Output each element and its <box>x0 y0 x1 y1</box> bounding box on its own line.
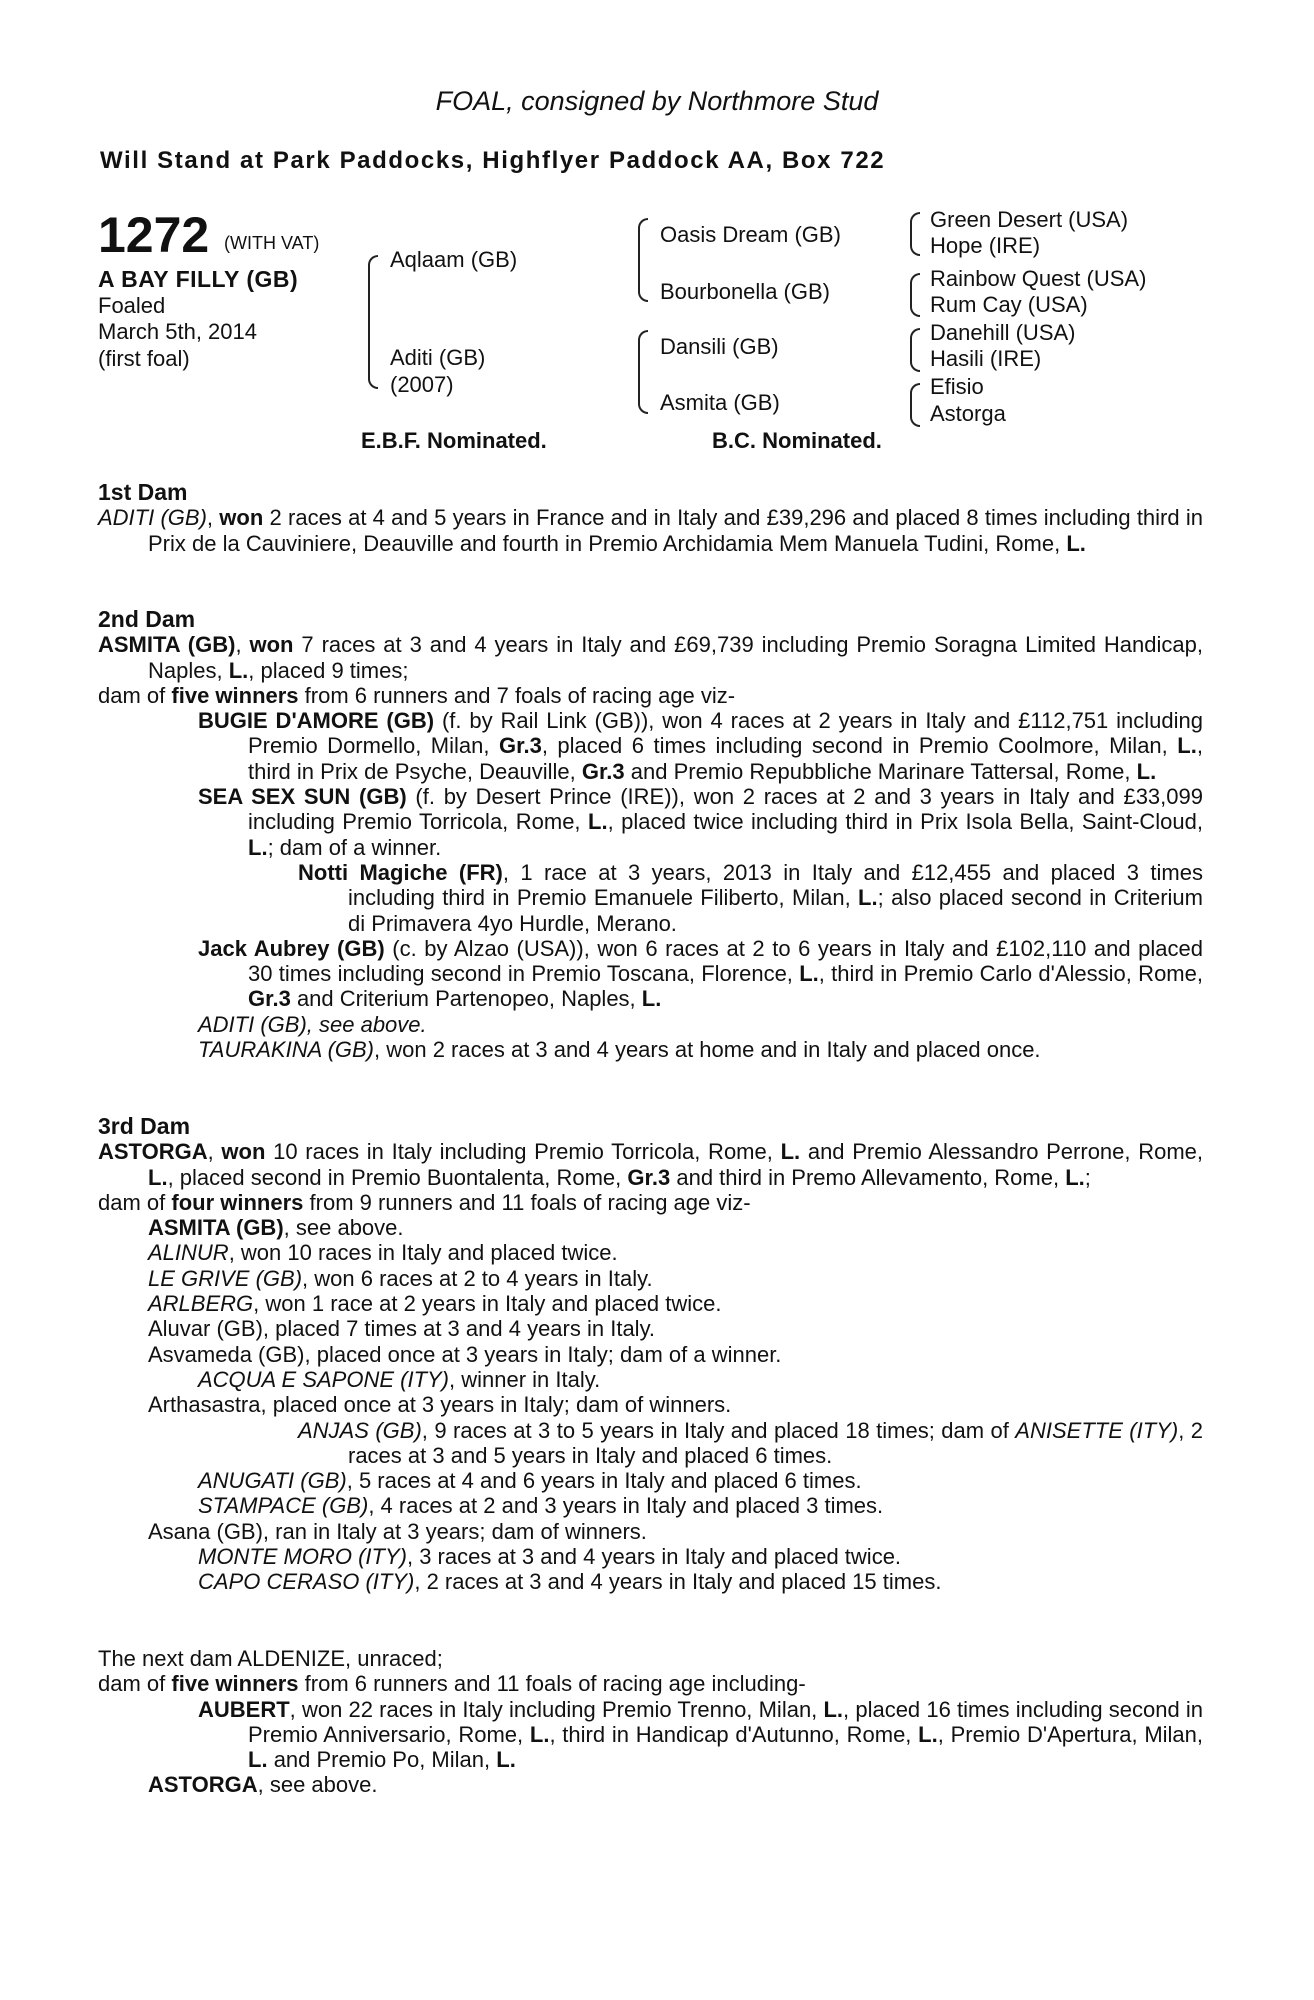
horse-name: ASMITA (GB) <box>148 1215 284 1241</box>
record-text: , placed 16 times including second in Premio Anniversario, Rome, <box>248 1696 1203 1747</box>
horse-name: ARLBERG <box>148 1291 254 1317</box>
grandsire-1: Green Desert (USA) <box>930 207 1129 232</box>
listed-mark: L. <box>248 834 268 860</box>
listed-mark: L. <box>1136 758 1157 784</box>
produce-monte-moro <box>198 1544 1203 1569</box>
listed-mark: L. <box>1065 1164 1085 1190</box>
record-text: 10 races in Italy including Premio Torricola, Rome, <box>273 1139 773 1165</box>
winners-count: five winners <box>171 682 299 708</box>
record-text: , placed 6 times including second in Premio Coolmore, Milan, <box>541 733 1168 759</box>
first-foal-note: (first foal) <box>98 346 190 371</box>
produce-aluvar: Aluvar (GB), placed 7 times at 3 and 4 years in Italy. <box>148 1316 656 1342</box>
won-label: won <box>249 632 294 658</box>
horse-name: ANISETTE (ITY) <box>1015 1417 1179 1443</box>
second-dam-placed: , placed 9 times; <box>248 657 409 683</box>
second-dam-name: ASMITA (GB) <box>98 632 236 658</box>
produce-anugati <box>198 1468 1203 1493</box>
horse-name: Jack Aubrey (GB) <box>198 935 385 961</box>
record-text: , won 22 races in Italy including Premio Trenno, Milan, <box>289 1696 818 1722</box>
listed-mark: L. <box>799 961 819 987</box>
listed-mark: L. <box>228 657 249 683</box>
horse-name: TAURAKINA (GB) <box>198 1037 375 1063</box>
dam-of-label: dam of <box>98 1189 166 1215</box>
next-dam-produce-summary <box>98 1671 1203 1696</box>
won-label: won <box>221 1139 266 1165</box>
record-text: and Premio Po, Milan, <box>273 1747 491 1773</box>
first-dam-name: ADITI (GB) <box>98 505 207 531</box>
dam-year: (2007) <box>390 372 454 397</box>
listed-mark: L. <box>1177 733 1197 759</box>
next-dam-intro: The next dam ALDENIZE, unraced; <box>98 1646 443 1671</box>
first-dam-entry: ADITI (GB), won 2 races at 4 and 5 years in France and in Italy and £39,296 and placed 8 times including third in Prix de la Cauviniere, Deauville and fourth in Premio Archidamia Mem Manuela Tudini, Rome, L. <box>98 505 1203 556</box>
horse-name: ANJAS (GB) <box>298 1417 422 1443</box>
third-dam-entry: ASTORGA, won 10 races in Italy including Premio Torricola, Rome, L. and Premio Alessandro Perrone, Rome, L., placed second in Premio Buontalenta, Rome, Gr.3 and third in Premo Allevamento, Rome, L.; <box>98 1139 1203 1190</box>
record-text: , placed twice including third in Prix Isola Bella, Saint-Cloud, <box>607 809 1203 835</box>
first-dam-heading: 1st Dam <box>98 479 188 505</box>
granddam-6: Hasili (IRE) <box>930 346 1042 371</box>
horse-name: STAMPACE (GB) <box>198 1493 369 1519</box>
produce-sea-sex-sun <box>148 784 1203 860</box>
third-dam-heading: 3rd Dam <box>98 1113 191 1139</box>
brace-g4 <box>910 383 920 427</box>
record-text: , third in Premio Carlo d'Alessio, Rome, <box>818 961 1203 987</box>
produce-stampace <box>198 1493 1203 1518</box>
produce-bugie-damore <box>148 708 1203 784</box>
listed-mark: L. <box>588 809 608 835</box>
produce-astorga <box>148 1772 1203 1797</box>
record-text: , 2 races at 3 and 5 years in Italy and placed 6 times. <box>348 1417 1203 1468</box>
horse-name: ANUGATI (GB) <box>198 1468 347 1494</box>
record-text: , 9 races at 3 to 5 years in Italy and placed 18 times; dam of <box>421 1417 1009 1443</box>
record-text: and third in Premo Allevamento, Rome, <box>676 1164 1060 1190</box>
dam-sire: Dansili (GB) <box>660 334 779 359</box>
third-dam-produce-summary <box>98 1190 1203 1215</box>
produce-asana: Asana (GB), ran in Italy at 3 years; dam of winners. <box>148 1518 647 1544</box>
brace-g2 <box>910 273 920 317</box>
listed-mark: L. <box>529 1721 550 1747</box>
produce-summary-text: from 6 runners and 7 foals of racing age viz- <box>304 682 736 708</box>
listed-mark: L. <box>496 1747 516 1773</box>
listed-mark: L. <box>148 1164 168 1190</box>
record-text: and Criterium Partenopeo, Naples, <box>296 986 636 1012</box>
record-text: , Premio D'Apertura, Milan, <box>937 1721 1204 1747</box>
record-text: , won 6 races at 2 to 4 years in Italy. <box>302 1265 653 1291</box>
produce-le-grive <box>148 1266 1203 1291</box>
record-text: , won 1 race at 2 years in Italy and placed twice. <box>253 1291 722 1317</box>
won-label: won <box>219 505 264 531</box>
brace-g3 <box>910 328 920 372</box>
listed-mark: L. <box>858 885 878 911</box>
record-text: (f. by Rail Link (GB)), won 4 races at 2 years in Italy and £112,751 including Premio Dormello, Milan, <box>248 708 1203 759</box>
horse-name: CAPO CERASO (ITY) <box>198 1569 415 1595</box>
winners-count: four winners <box>171 1189 304 1215</box>
record-text: , third in Prix de Psyche, Deauville, <box>248 733 1203 784</box>
brace-sire-parents <box>638 218 648 302</box>
listed-mark: L. <box>780 1139 801 1165</box>
granddam-2: Hope (IRE) <box>930 233 1041 258</box>
grandsire-3: Rainbow Quest (USA) <box>930 266 1147 291</box>
dam-dam: Asmita (GB) <box>660 390 780 415</box>
horse-name: LE GRIVE (GB) <box>148 1265 303 1291</box>
produce-acqua-e-sapone <box>198 1367 1203 1392</box>
produce-summary-text: from 6 runners and 11 foals of racing age including- <box>304 1671 806 1697</box>
group-mark: Gr.3 <box>627 1164 671 1190</box>
ebf-nominated: E.B.F. Nominated. <box>361 428 547 453</box>
second-dam-heading: 2nd Dam <box>98 606 196 632</box>
record-text: (c. by Alzao (USA)), won 6 races at 2 to 6 years in Italy and £102,110 and placed 30 times including second in Premio Toscana, Florence, <box>248 935 1203 987</box>
record-text: and Premio Alessandro Perrone, Rome, <box>807 1139 1203 1165</box>
dam-of-label: dam of <box>98 1671 166 1697</box>
lot-number: 1272 <box>98 207 210 263</box>
stable-location: Will Stand at Park Paddocks, Highflyer Paddock AA, Box 722 <box>100 147 886 174</box>
listed-mark: L. <box>823 1696 844 1722</box>
dam: Aditi (GB) <box>390 345 486 370</box>
vat-note: (WITH VAT) <box>224 233 320 253</box>
group-mark: Gr.3 <box>581 758 625 784</box>
horse-name: SEA SEX SUN (GB) <box>198 784 407 810</box>
dam-of-label: dam of <box>98 682 166 708</box>
produce-notti-magiche <box>198 860 1203 936</box>
brace-g1 <box>910 212 920 256</box>
record-text: , won 10 races in Italy and placed twice. <box>228 1240 618 1266</box>
foaled-label: Foaled <box>98 293 166 318</box>
record-text: ; also placed second in Criterium di Primavera 4yo Hurdle, Merano. <box>348 885 1203 936</box>
first-dam-section <box>98 480 1203 556</box>
granddam-8: Astorga <box>930 401 1006 426</box>
sire-sire: Oasis Dream (GB) <box>660 222 841 247</box>
horse-name: ASTORGA <box>148 1772 258 1798</box>
granddam-4: Rum Cay (USA) <box>930 292 1088 317</box>
second-dam-produce-summary <box>98 683 1203 708</box>
produce-jack-aubrey <box>148 936 1203 1012</box>
page-title: FOAL, consigned by Northmore Stud <box>435 86 879 116</box>
grandsire-7: Efisio <box>930 374 984 399</box>
horse-name: ALINUR <box>148 1240 229 1266</box>
group-mark: Gr.3 <box>248 986 291 1012</box>
horse-name: ACQUA E SAPONE (ITY) <box>198 1366 450 1392</box>
sire-dam: Bourbonella (GB) <box>660 279 830 304</box>
record-text: , 5 races at 4 and 6 years in Italy and placed 6 times. <box>346 1468 862 1494</box>
produce-alinur <box>148 1240 1203 1265</box>
brace-sire-dam <box>368 255 378 389</box>
horse-name: BUGIE D'AMORE (GB) <box>198 708 435 734</box>
record-text: , winner in Italy. <box>449 1366 601 1392</box>
second-dam-entry: ASMITA (GB), won 7 races at 3 and 4 years in Italy and £69,739 including Premio Soragna Limited Handicap, Naples, L., placed 9 times; <box>98 632 1203 683</box>
record-text: , 4 races at 2 and 3 years in Italy and placed 3 times. <box>368 1493 884 1519</box>
horse-name: Notti Magiche (FR) <box>298 859 503 885</box>
second-dam-section <box>98 607 1203 1062</box>
record-text: , 2 races at 3 and 4 years in Italy and placed 15 times. <box>414 1569 942 1595</box>
produce-asmita <box>148 1215 1203 1240</box>
record-text: ; dam of a winner. <box>267 834 442 860</box>
grandsire-5: Danehill (USA) <box>930 320 1076 345</box>
record-text: , 3 races at 3 and 4 years in Italy and placed twice. <box>406 1544 902 1570</box>
listed-mark: L. <box>641 986 662 1012</box>
record-text: , won 2 races at 3 and 4 years at home and in Italy and placed once. <box>374 1037 1041 1063</box>
record-text: , 1 race at 3 years, 2013 in Italy and £12,455 and placed 3 times including third in Premio Emanuele Filiberto, Milan, <box>348 859 1203 911</box>
produce-anjas <box>198 1418 1203 1469</box>
record-text: , third in Handicap d'Autunno, Rome, <box>549 1721 912 1747</box>
second-dam-record: 7 races at 3 and 4 years in Italy and £69,739 including Premio Soragna Limited Handicap, Naples, <box>148 632 1203 683</box>
foaled-date: March 5th, 2014 <box>98 319 257 344</box>
next-dam-section <box>98 1646 1203 1798</box>
listed-mark: L. <box>248 1747 268 1773</box>
horse-name: MONTE MORO (ITY) <box>198 1544 407 1570</box>
third-dam-name: ASTORGA <box>98 1139 208 1165</box>
produce-aubert <box>148 1697 1203 1773</box>
first-dam-record: 2 races at 4 and 5 years in France and in Italy and £39,296 and placed 8 times including third in Prix de la Cauviniere, Deauville and fourth in Premio Archidamia Mem Manuela Tudini, Rome, <box>148 505 1203 556</box>
record-text: , see above. <box>283 1215 404 1241</box>
lot-name: A BAY FILLY (GB) <box>98 266 299 292</box>
winners-count: five winners <box>171 1671 299 1697</box>
produce-summary-text: from 9 runners and 11 foals of racing age viz- <box>309 1189 751 1215</box>
brace-dam-parents <box>638 330 648 414</box>
produce-arlberg <box>148 1291 1203 1316</box>
listed-mark: L. <box>918 1721 938 1747</box>
record-text: , see above. <box>257 1772 378 1798</box>
third-dam-section <box>98 1114 1203 1595</box>
produce-asvameda: Asvameda (GB), placed once at 3 years in Italy; dam of a winner. <box>148 1341 782 1367</box>
record-text: and Premio Repubbliche Marinare Tattersal, Rome, <box>630 758 1131 784</box>
record-text: , placed second in Premio Buontalenta, Rome, <box>167 1164 622 1190</box>
produce-arthasastra: Arthasastra, placed once at 3 years in Italy; dam of winners. <box>148 1392 732 1418</box>
produce-taurakina <box>148 1037 1203 1062</box>
record-text: ; <box>1084 1164 1091 1190</box>
horse-name: AUBERT <box>198 1696 290 1722</box>
record-text: (f. by Desert Prince (IRE)), won 2 races at 2 and 3 years in Italy and £33,099 including Premio Torricola, Rome, <box>248 784 1203 835</box>
listed-mark: L. <box>1066 530 1086 556</box>
produce-aditi: ADITI (GB), see above. <box>198 1011 427 1037</box>
produce-capo-ceraso <box>198 1569 1203 1594</box>
sire: Aqlaam (GB) <box>390 247 518 272</box>
group-mark: Gr.3 <box>499 733 542 759</box>
bc-nominated: B.C. Nominated. <box>712 428 882 453</box>
